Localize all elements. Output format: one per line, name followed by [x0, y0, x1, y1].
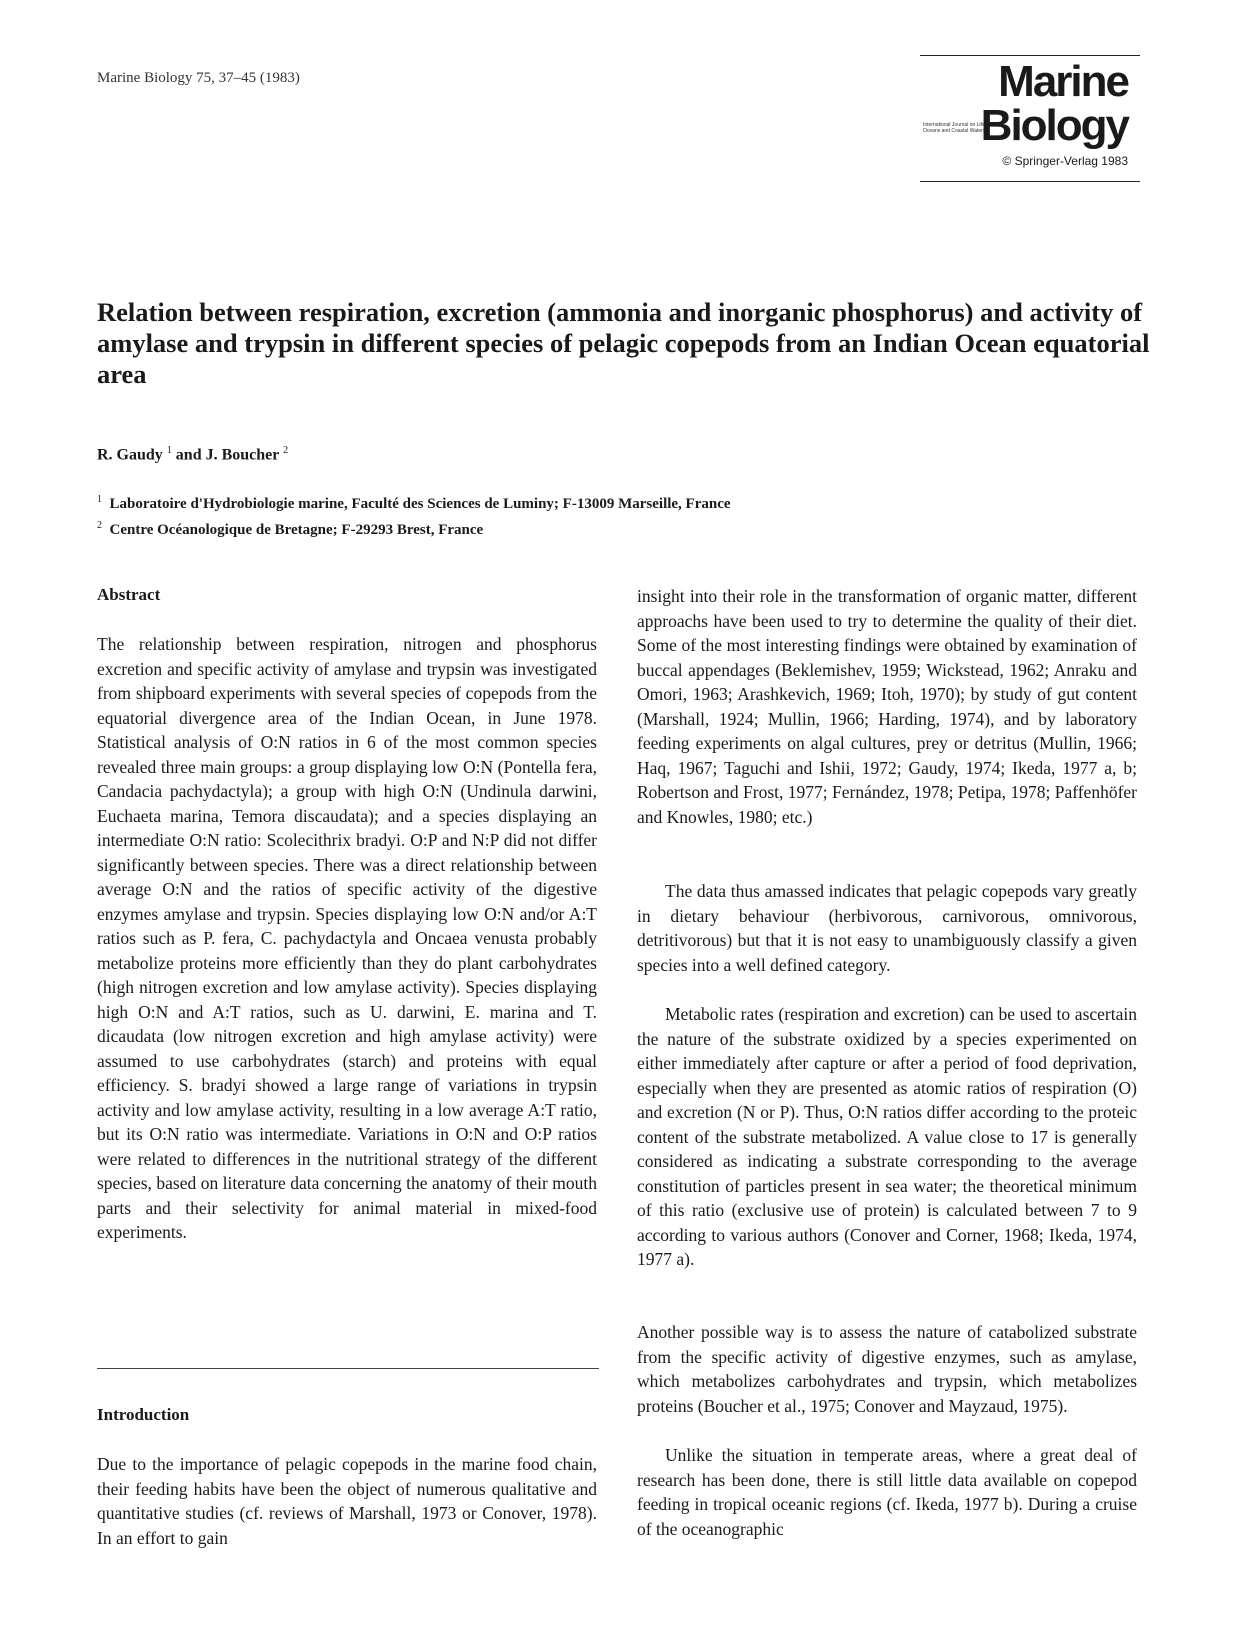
paragraph-4: Another possible way is to assess the nature of catabolized substrate from the specific activity of digestive enzymes, such as amylase, which metabolizes carbohydrates and trypsin, which metabolizes proteins (Boucher et al., 1975; Conover and Mayzaud, 1975). [637, 1322, 1137, 1416]
section-divider [97, 1368, 599, 1369]
paragraph-3: Metabolic rates (respiration and excretion) can be used to ascertain the nature of the substrate oxidized by a species experimented on either immediately after capture or after a period of food deprivation, especially when they are presented as atomic ratios of respiration (O) and excretion (N or P). Thus, O:N ratios differ according to the proteic content of the substrate metabolized. A value close to 17 is generally considered as indicating a substrate corresponding to the average constitution of particles present in sea water; the theoretical minimum of this ratio (exclusive use of protein) is calculated between 7 to 9 according to various authors (Conover and Corner, 1968; Ikeda, 1974, 1977 a). [637, 1004, 1137, 1269]
journal-citation: Marine Biology 75, 37–45 (1983) [97, 70, 300, 86]
affiliation-1-text: Laboratoire d'Hydrobiologie marine, Faculté des Sciences de Luminy; F-13009 Marseille, France [109, 496, 731, 512]
author-line [97, 445, 288, 464]
paragraph-5: Unlike the situation in temperate areas, where a great deal of research has been done, there is still little data available on copepod feeding in tropical oceanic regions (cf. Ikeda, 1977 b). During a cruise of the oceanographic [637, 1445, 1137, 1539]
abstract-heading: Abstract [97, 585, 161, 604]
introduction-heading: Introduction [97, 1405, 190, 1424]
article-title: Relation between respiration, excretion (ammonia and inorganic phosphorus) and activity of amylase and trypsin in different species of pelagic copepods from an Indian Ocean equatorial area [97, 297, 1150, 389]
paragraph-2: The data thus amassed indicates that pelagic copepods vary greatly in dietary behaviour (herbivorous, carnivorous, omnivorous, detritivorous) but that it is not easy to unambiguously classify a given species into a well defined category. [637, 881, 1137, 975]
logo-tagline: International Journal on Life in Oceans and Coastal Waters [923, 122, 990, 134]
abstract-text: The relationship between respiration, nitrogen and phosphorus excretion and specific activity of amylase and trypsin was investigated from shipboard experiments with several species of copepods from the equatorial divergence area of the Indian Ocean, in June 1978. Statistical analysis of O:N ratios in 6 of the most common species revealed three main groups: a group displaying low O:N (Pontella fera, Candacia pachydactyla); a group with high O:N (Undinula darwini, Euchaeta marina, Temora discaudata); and a species displaying an intermediate O:N ratio: Scolecithrix bradyi. O:P and N:P did not differ significantly between species. There was a direct relationship between average O:N and the ratios of specific activity of the digestive enzymes amylase and trypsin. Species displaying low O:N and/or A:T ratios such as P. fera, C. pachydactyla and Oncaea venusta probably metabolize proteins more efficiently than they do plant carbohydrates (high nitrogen excretion and low amylase activity). Species displaying high O:N and A:T ratios, such as U. darwini, E. marina and T. dicaudata (low nitrogen excretion and high amylase activity) were assumed to use carbohydrates (starch) and proteins with equal efficiency. S. bradyi showed a large range of variations in trypsin activity and low amylase activity, resulting in a low average A:T ratio, but its O:N ratio was intermediate. Variations in O:N and O:P ratios were related to differences in the nutritional strategy of the different species, based on literature data concerning the anatomy of their mouth parts and their selectivity for animal material in mixed-food experiments. [97, 634, 597, 1242]
journal-logo [920, 55, 1140, 182]
paragraph-1: insight into their role in the transformation of organic matter, different approachs have been used to try to determine the quality of their diet. Some of the most interesting findings were obtained by examination of buccal appendages (Beklemishev, 1959; Wickstead, 1962; Anraku and Omori, 1963; Arashkevich, 1969; Itoh, 1970); by study of gut content (Marshall, 1924; Mullin, 1966; Harding, 1974), and by laboratory feeding experiments on algal cultures, prey or detritus (Mullin, 1966; Haq, 1967; Taguchi and Ishii, 1972; Gaudy, 1974; Ikeda, 1977 a, b; Robertson and Frost, 1977; Fernández, 1978; Petipa, 1978; Paffenhöfer and Knowles, 1980; etc.) [637, 586, 1137, 827]
affiliation-2-number: 2 [97, 520, 102, 531]
author-1: R. Gaudy [97, 446, 163, 464]
author-2-affiliation-mark: 2 [283, 445, 289, 456]
author-1-affiliation-mark: 1 [166, 445, 172, 456]
affiliation-2 [97, 520, 483, 539]
logo-word-marine: Marine [998, 57, 1128, 106]
affiliation-2-text: Centre Océanologique de Bretagne; F-29293 Brest, France [109, 522, 484, 538]
author-join: and [171, 446, 206, 464]
affiliation-1-number: 1 [97, 494, 102, 505]
affiliation-1 [97, 494, 731, 513]
author-2: J. Boucher [205, 446, 280, 464]
logo-word-biology: Biology [980, 101, 1128, 150]
introduction-text: Due to the importance of pelagic copepods in the marine food chain, their feeding habits have been the object of numerous qualitative and quantitative studies (cf. reviews of Marshall, 1973 or Conover, 1978). In an effort to gain [97, 1454, 597, 1548]
copyright-notice: © Springer-Verlag 1983 [1002, 154, 1128, 168]
